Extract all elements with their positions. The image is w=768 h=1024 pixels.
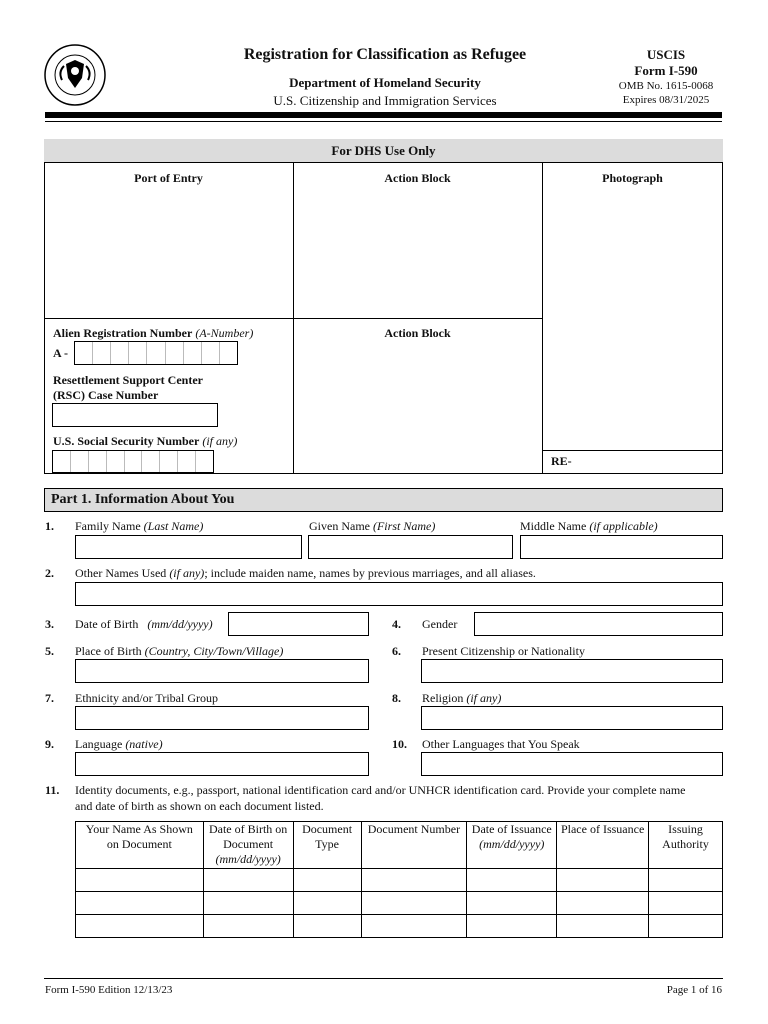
column-header-line: Document — [223, 837, 274, 851]
a-number-prefix: A - — [53, 346, 68, 360]
form-number: Form I-590 — [634, 63, 698, 78]
table-cell-input[interactable] — [649, 915, 723, 938]
table-cell-input[interactable] — [203, 892, 293, 915]
table-cell-input[interactable] — [557, 892, 649, 915]
place-of-birth-input[interactable] — [75, 659, 369, 683]
language-label: Language (native) — [75, 737, 163, 751]
table-row — [76, 915, 723, 938]
footer-edition: Form I-590 Edition 12/13/23 — [45, 984, 173, 996]
port-of-entry-label: Port of Entry — [134, 171, 203, 185]
part1-heading: Part 1. Information About You — [44, 488, 723, 512]
action-block-label: Action Block — [384, 171, 451, 185]
department-name: Department of Homeland Security — [289, 75, 481, 90]
table-header-row — [76, 822, 723, 869]
column-header — [361, 822, 467, 869]
column-header — [76, 822, 204, 869]
q7-number: 7. — [45, 691, 54, 705]
gender-input[interactable] — [474, 612, 723, 636]
given-name-input[interactable] — [308, 535, 513, 559]
column-header — [649, 822, 723, 869]
other-names-label: Other Names Used (if any); include maiden name, names by previous marriages, and all aliases. — [75, 566, 536, 580]
q3-number: 3. — [45, 617, 54, 631]
table-cell-input[interactable] — [361, 869, 467, 892]
identity-documents-instructions-line1: Identity documents, e.g., passport, national identification card and/or UNHCR identification card. Provide your complete name — [75, 783, 686, 797]
table-cell-input[interactable] — [467, 915, 557, 938]
table-cell-input[interactable] — [293, 915, 361, 938]
column-header-line: Issuing — [668, 822, 703, 836]
family-name-label: Family Name (Last Name) — [75, 519, 204, 533]
dhs-seal-icon — [44, 44, 106, 106]
column-header-line: Document Number — [367, 822, 461, 836]
table-row — [76, 892, 723, 915]
citizenship-input[interactable] — [421, 659, 723, 683]
q5-number: 5. — [45, 644, 54, 658]
dhs-divider — [542, 450, 723, 451]
citizenship-label: Present Citizenship or Nationality — [422, 644, 585, 658]
form-title: Registration for Classification as Refugee — [243, 46, 527, 63]
expiration-date: Expires 08/31/2025 — [622, 94, 710, 106]
column-header — [293, 822, 361, 869]
language-input[interactable] — [75, 752, 369, 776]
table-cell-input[interactable] — [76, 915, 204, 938]
rsc-label-line2: (RSC) Case Number — [53, 388, 159, 402]
header-divider-thin — [45, 121, 722, 122]
column-header-line: Authority — [662, 837, 709, 851]
table-cell-input[interactable] — [649, 892, 723, 915]
table-body — [76, 869, 723, 938]
table-cell-input[interactable] — [293, 869, 361, 892]
q11-number: 11. — [45, 783, 60, 797]
footer-page-number: Page 1 of 16 — [666, 984, 722, 996]
religion-label: Religion (if any) — [422, 691, 502, 705]
table-cell-input[interactable] — [76, 892, 204, 915]
other-languages-label: Other Languages that You Speak — [422, 737, 580, 751]
q6-number: 6. — [392, 644, 401, 658]
omb-number: OMB No. 1615-0068 — [618, 80, 714, 92]
q8-number: 8. — [392, 691, 401, 705]
religion-input[interactable] — [421, 706, 723, 730]
column-header-line: (mm/dd/yyyy) — [215, 852, 281, 866]
table-cell-input[interactable] — [649, 869, 723, 892]
date-of-birth-label: Date of Birth (mm/dd/yyyy) — [75, 617, 213, 631]
agency-short: USCIS — [646, 47, 686, 62]
table-cell-input[interactable] — [361, 915, 467, 938]
q4-number: 4. — [392, 617, 401, 631]
column-header-line: Date of Birth on — [208, 822, 288, 836]
table-cell-input[interactable] — [203, 915, 293, 938]
family-name-input[interactable] — [75, 535, 302, 559]
identity-documents-instructions-line2: and date of birth as shown on each document listed. — [75, 799, 324, 813]
identity-documents-table — [75, 821, 723, 938]
q9-number: 9. — [45, 737, 54, 751]
table-row — [76, 869, 723, 892]
date-of-birth-input[interactable] — [228, 612, 369, 636]
other-languages-input[interactable] — [421, 752, 723, 776]
column-header-line: Your Name As Shown — [85, 822, 193, 836]
header-divider-thick — [45, 112, 722, 118]
photograph-label: Photograph — [602, 171, 663, 185]
table-cell-input[interactable] — [467, 892, 557, 915]
column-header-line: Date of Issuance — [471, 822, 552, 836]
table-cell-input[interactable] — [557, 915, 649, 938]
column-header — [203, 822, 293, 869]
gender-label: Gender — [422, 617, 458, 631]
action-block-label: Action Block — [384, 326, 451, 340]
middle-name-label: Middle Name (if applicable) — [520, 519, 658, 533]
re-label: RE- — [551, 454, 572, 468]
ssn-label: U.S. Social Security Number (if any) — [53, 434, 238, 448]
table-cell-input[interactable] — [293, 892, 361, 915]
q10-number: 10. — [392, 737, 407, 751]
ethnicity-input[interactable] — [75, 706, 369, 730]
q1-number: 1. — [45, 519, 54, 533]
column-header-line: on Document — [106, 837, 172, 851]
place-of-birth-label: Place of Birth (Country, City/Town/Village) — [75, 644, 284, 658]
given-name-label: Given Name (First Name) — [309, 519, 436, 533]
q2-number: 2. — [45, 566, 54, 580]
table-cell-input[interactable] — [361, 892, 467, 915]
table-cell-input[interactable] — [76, 869, 204, 892]
other-names-input[interactable] — [75, 582, 723, 606]
column-header-line: (mm/dd/yyyy) — [479, 837, 545, 851]
table-cell-input[interactable] — [557, 869, 649, 892]
column-header-line: Document — [302, 822, 353, 836]
a-number-input[interactable] — [74, 341, 238, 365]
dhs-use-only-heading: For DHS Use Only — [44, 139, 723, 163]
agency-name: U.S. Citizenship and Immigration Services — [273, 93, 497, 108]
ethnicity-label: Ethnicity and/or Tribal Group — [75, 691, 218, 705]
column-header-line: Place of Issuance — [560, 822, 645, 836]
rsc-label-line1: Resettlement Support Center — [53, 373, 203, 387]
a-number-label: Alien Registration Number (A-Number) — [53, 326, 254, 340]
column-header-line: Type — [315, 837, 339, 851]
table-cell-input[interactable] — [467, 869, 557, 892]
footer-divider — [44, 978, 723, 979]
dhs-divider — [44, 318, 543, 319]
column-header — [557, 822, 649, 869]
ssn-input[interactable] — [52, 450, 214, 473]
middle-name-input[interactable] — [520, 535, 723, 559]
table-cell-input[interactable] — [203, 869, 293, 892]
rsc-case-number-input[interactable] — [52, 403, 218, 427]
column-header — [467, 822, 557, 869]
